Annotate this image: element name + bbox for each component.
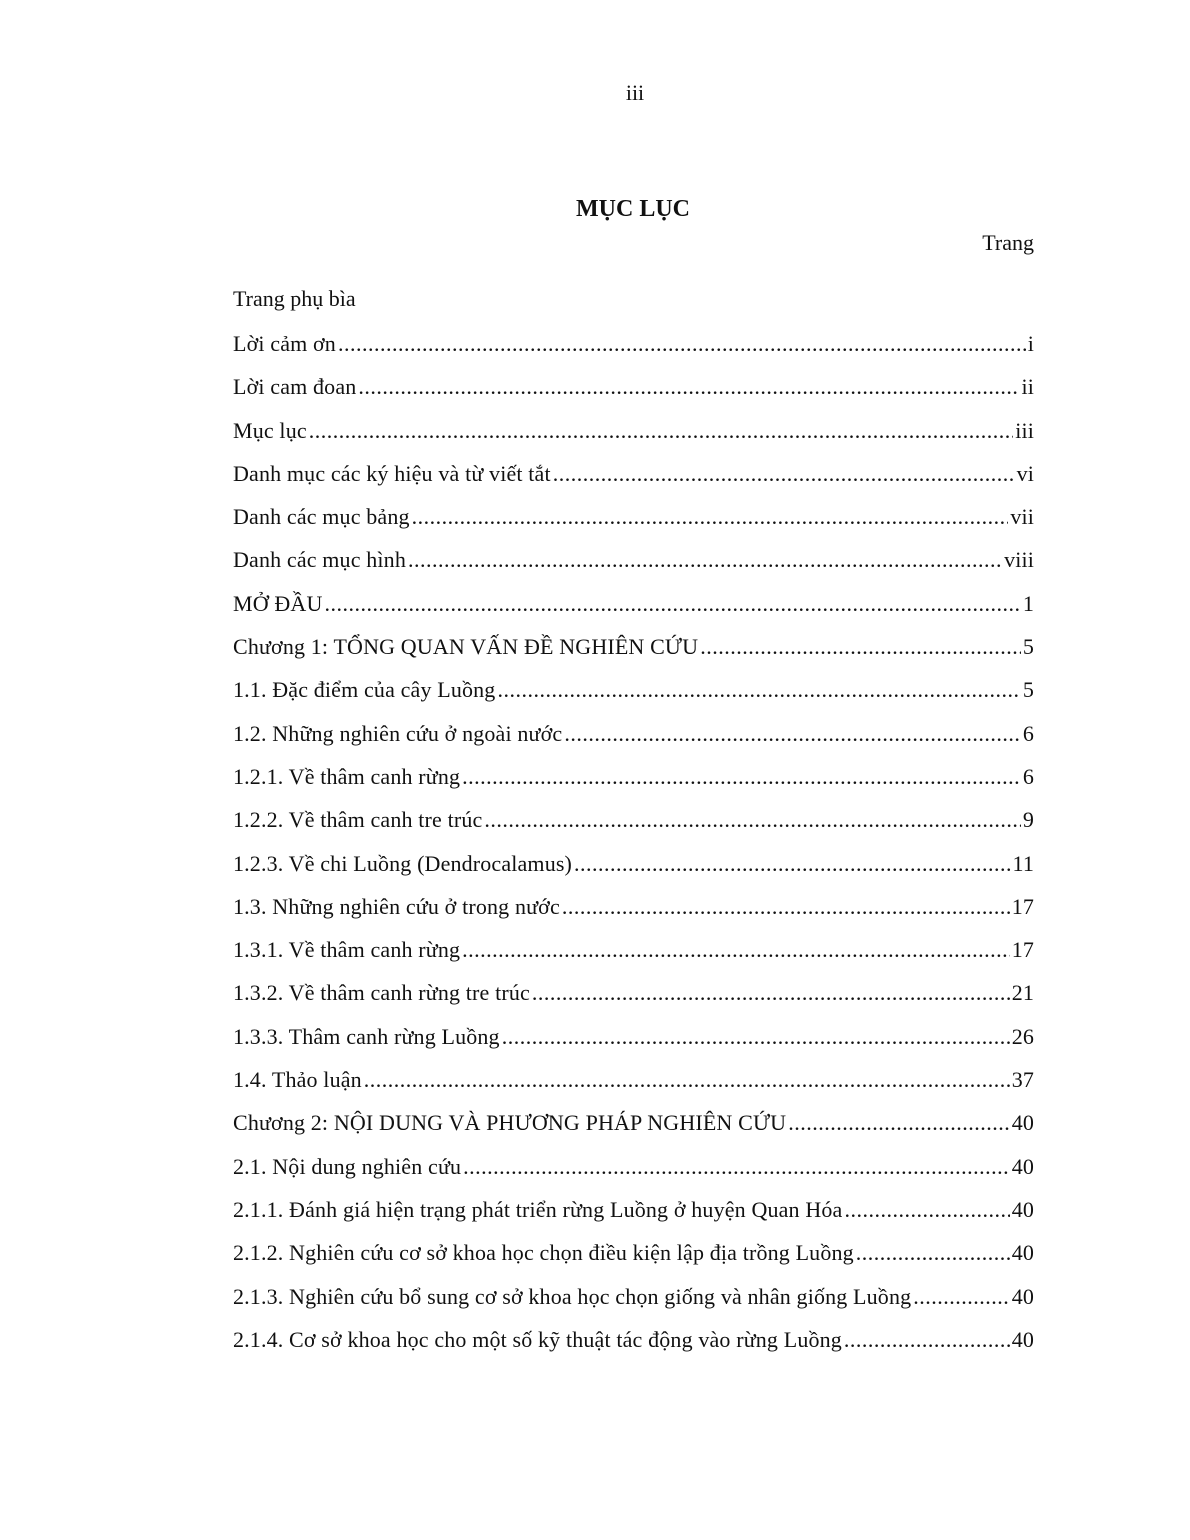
toc-entry[interactable] (233, 1065, 1034, 1108)
toc-entry-page: 11 (1012, 850, 1034, 876)
toc-entry-label: 2.1.2. Nghiên cứu cơ sở khoa học chọn điều kiện lập địa trồng Luồng (233, 1240, 854, 1266)
toc-entry-page: 17 (1011, 937, 1034, 963)
toc-entry-page: 40 (1011, 1326, 1034, 1352)
toc-entry-page: i (1027, 331, 1034, 356)
dot-leader (462, 935, 1010, 965)
dot-leader (700, 632, 1021, 662)
toc-entry[interactable] (233, 329, 1034, 372)
toc-entry[interactable] (233, 849, 1034, 892)
toc-entry-label: 2.1.4. Cơ sở khoa học cho một số kỹ thuật tác động vào rừng Luồng (233, 1326, 842, 1352)
toc-entry[interactable] (233, 805, 1034, 848)
toc-entry[interactable] (233, 459, 1034, 502)
page-column-header: Trang (982, 230, 1034, 255)
toc-entry-label: 2.1. Nội dung nghiên cứu (233, 1153, 462, 1179)
toc-entry[interactable] (233, 1282, 1034, 1325)
toc-entry-page: 5 (1022, 677, 1034, 703)
toc-entry-page: 40 (1011, 1283, 1034, 1309)
toc-entry[interactable] (233, 892, 1034, 935)
toc-entry-label: 1.2.2. Về thâm canh tre trúc (233, 807, 483, 833)
dot-leader (364, 1065, 1010, 1095)
toc-entry[interactable] (233, 935, 1034, 978)
toc-entry-label: Lời cảm ơn (233, 331, 336, 356)
dot-leader (562, 892, 1010, 922)
toc-entry-label: 1.3.1. Về thâm canh rừng (233, 937, 461, 963)
toc-entry[interactable] (233, 632, 1034, 675)
toc-entry-page: 40 (1011, 1196, 1034, 1222)
toc-list (233, 329, 1034, 1368)
toc-entry[interactable] (233, 502, 1034, 545)
toc-entry-label: 1.3. Những nghiên cứu ở trong nước (233, 893, 560, 919)
toc-entry-page: 6 (1022, 763, 1034, 789)
dot-leader (574, 849, 1010, 879)
dot-leader (502, 1022, 1010, 1052)
toc-entry-label: 1.4. Thảo luận (233, 1067, 362, 1093)
toc-entry-label: 1.2.3. Về chi Luồng (Dendrocalamus) (233, 850, 573, 876)
dot-leader (553, 459, 1015, 489)
toc-entry-label: 1.3.2. Về thâm canh rừng tre trúc (233, 980, 530, 1006)
toc-entry-label: 1.3.3. Thâm canh rừng Luồng (233, 1023, 500, 1049)
toc-entry-label: MỞ ĐẦU (233, 590, 323, 616)
toc-entry-label: Danh các mục bảng (233, 504, 410, 530)
toc-entry-label: Chương 1: TỔNG QUAN VẤN ĐỀ NGHIÊN CỨU (233, 634, 699, 660)
toc-entry[interactable] (233, 1238, 1034, 1281)
toc-entry[interactable] (233, 1108, 1034, 1151)
dot-leader (462, 762, 1021, 792)
toc-entry-page: vii (1010, 504, 1034, 530)
toc-entry-page: 17 (1011, 893, 1034, 919)
toc-entry[interactable] (233, 416, 1034, 459)
toc-entry[interactable] (233, 1152, 1034, 1195)
toc-entry-page: 40 (1011, 1240, 1034, 1266)
toc-entry-page: iii (1015, 417, 1034, 443)
dot-leader (309, 416, 1013, 446)
toc-entry[interactable] (233, 675, 1034, 718)
toc-entry-label: 1.2. Những nghiên cứu ở ngoài nước (233, 720, 563, 746)
dot-leader (913, 1282, 1009, 1312)
dot-leader (412, 502, 1009, 532)
toc-entry-label: 2.1.3. Nghiên cứu bổ sung cơ sở khoa học chọn giống và nhân giống Luồng (233, 1283, 912, 1309)
dot-leader (564, 719, 1021, 749)
toc-entry-label: Danh mục các ký hiệu và từ viết tắt (233, 460, 551, 486)
toc-entry-page: 6 (1022, 720, 1034, 746)
toc-title: MỤC LỤC (576, 196, 690, 222)
dot-leader (358, 372, 1019, 402)
toc-entry-label: 2.1.1. Đánh giá hiện trạng phát triển rừng Luồng ở huyện Quan Hóa (233, 1196, 843, 1222)
toc-entry[interactable] (233, 545, 1034, 588)
dot-leader (788, 1108, 1009, 1138)
toc-entry-label: Chương 2: NỘI DUNG VÀ PHƯƠNG PHÁP NGHIÊN CỨU (233, 1110, 787, 1136)
toc-entry-page: 21 (1011, 980, 1034, 1006)
toc-entry[interactable] (233, 719, 1034, 762)
toc-entry[interactable] (233, 372, 1034, 415)
toc-entry-label: Danh các mục hình (233, 547, 406, 573)
toc-entry-label: Lời cam đoan (233, 374, 357, 400)
toc-entry-page: 37 (1011, 1067, 1034, 1093)
toc-entry-label: 1.2.1. Về thâm canh rừng (233, 763, 461, 789)
toc-entry[interactable] (233, 1325, 1034, 1368)
toc-entry-page: vi (1016, 460, 1034, 486)
toc-entry-label: 1.1. Đặc điểm của cây Luồng (233, 677, 496, 703)
toc-entry[interactable] (233, 762, 1034, 805)
dot-leader (325, 589, 1021, 619)
page-number: iii (625, 80, 645, 105)
toc-entry[interactable] (233, 589, 1034, 632)
toc-entry-page: viii (1004, 547, 1034, 573)
dot-leader (532, 978, 1010, 1008)
dot-leader (463, 1152, 1010, 1182)
dot-leader (844, 1325, 1010, 1355)
toc-entry-page: ii (1021, 374, 1034, 400)
toc-entry-page: 26 (1011, 1023, 1034, 1049)
toc-entry-page: 1 (1022, 590, 1034, 616)
toc-entry[interactable] (233, 1022, 1034, 1065)
toc-entry-page: 9 (1022, 807, 1034, 833)
toc-entry-page: 5 (1022, 634, 1034, 660)
dot-leader (484, 805, 1020, 835)
toc-entry-cover: Trang phụ bìa (233, 286, 356, 311)
toc-entry[interactable] (233, 978, 1034, 1021)
dot-leader (338, 329, 1026, 359)
toc-entry-page: 40 (1011, 1110, 1034, 1136)
toc-entry-page: 40 (1011, 1153, 1034, 1179)
toc-entry-label: Mục lục (233, 417, 307, 443)
toc-entry[interactable] (233, 1195, 1034, 1238)
dot-leader (497, 675, 1020, 705)
dot-leader (856, 1238, 1010, 1268)
dot-leader (408, 545, 1002, 575)
dot-leader (844, 1195, 1009, 1225)
